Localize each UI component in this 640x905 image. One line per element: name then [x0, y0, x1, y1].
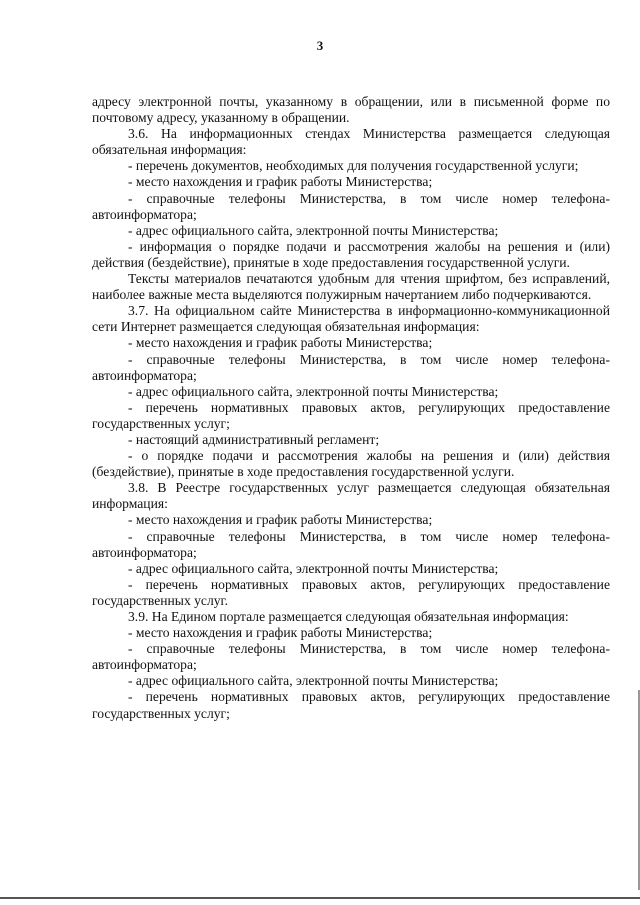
- list-item: - место нахождения и график работы Министерства;: [128, 174, 433, 190]
- list-item: - место нахождения и график работы Министерства;: [128, 512, 433, 528]
- list-item: - справочные телефоны Министерства, в том числе номер телефона-автоинформатора;: [92, 528, 610, 560]
- list-item: - перечень документов, необходимых для получения государственной услуги;: [128, 158, 579, 174]
- paragraph-section-3-6: 3.6. На информационных стендах Министерства размещается следующая обязательная информация:: [92, 126, 610, 158]
- paragraph-continuation: адресу электронной почты, указанному в обращении, или в письменной форме по почтовому адресу, указанному в обращении.: [92, 94, 610, 126]
- list-item: - адрес официального сайта, электронной почты Министерства;: [128, 222, 499, 238]
- list-item: - справочные телефоны Министерства, в том числе номер телефона-автоинформатора;: [92, 190, 610, 222]
- list-item: - место нахождения и график работы Министерства;: [128, 625, 433, 641]
- list-item: - адрес официального сайта, электронной почты Министерства;: [128, 673, 499, 689]
- list-item: - перечень нормативных правовых актов, регулирующих предоставление государственных услуг;: [92, 689, 610, 721]
- paragraph-section-3-7: 3.7. На официальном сайте Министерства в информационно-коммуникационной сети Интернет размещается следующая обязательная информация:: [92, 303, 610, 335]
- list-item: - адрес официального сайта, электронной почты Министерства;: [128, 383, 499, 399]
- scan-border-line: [0, 897, 640, 899]
- paragraph-text-materials: Тексты материалов печатаются удобным для чтения шрифтом, без исправлений, наиболее важные места выделяются полужирным начертанием либо подчеркиваются.: [92, 271, 610, 303]
- list-item: - перечень нормативных правовых актов, регулирующих предоставление государственных услуг;: [92, 399, 610, 431]
- list-item: - о порядке подачи и рассмотрения жалобы на решения и (или) действия (бездействие), принятые в ходе предоставления государственной услуги.: [92, 448, 610, 480]
- page-number: 3: [316, 38, 324, 53]
- paragraph-section-3-8: 3.8. В Реестре государственных услуг размещается следующая обязательная информация:: [92, 480, 610, 512]
- list-item: - информация о порядке подачи и рассмотрения жалобы на решения и (или) действия (бездействие), принятые в ходе предоставления государственной услуги.: [92, 238, 610, 270]
- list-item: - место нахождения и график работы Министерства;: [128, 335, 433, 351]
- list-item: - перечень нормативных правовых актов, регулирующих предоставление государственных услуг.: [92, 576, 610, 608]
- list-item: - справочные телефоны Министерства, в том числе номер телефона-автоинформатора;: [92, 641, 610, 673]
- list-item: - адрес официального сайта, электронной почты Министерства;: [128, 560, 499, 576]
- list-item: - настоящий административный регламент;: [128, 431, 380, 447]
- paragraph-section-3-9: 3.9. На Едином портале размещается следующая обязательная информация:: [128, 609, 569, 624]
- document-body: [92, 94, 610, 722]
- list-item: - справочные телефоны Министерства, в том числе номер телефона-автоинформатора;: [92, 351, 610, 383]
